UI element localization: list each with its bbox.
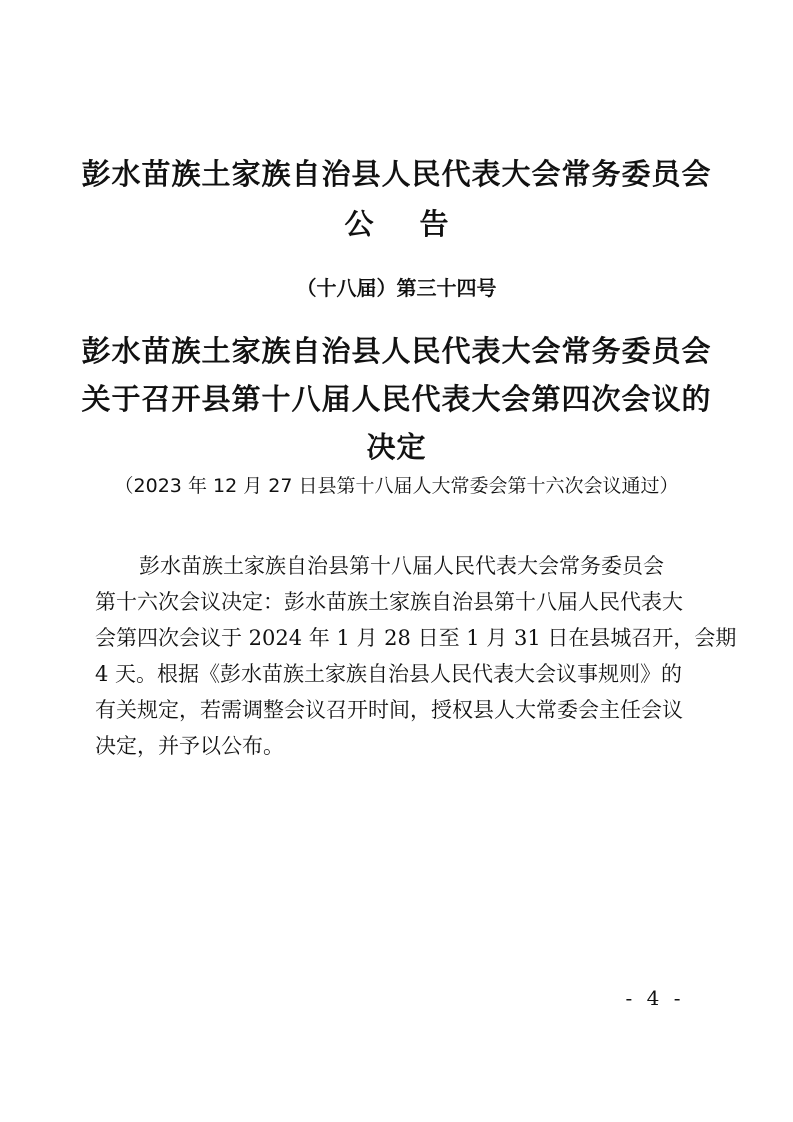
passage-note: （2023 年 12 月 27 日县第十八届人大常委会第十六次会议通过） [114,475,679,497]
title-line: 彭水苗族土家族自治县人民代表大会常务委员会 [81,334,712,368]
title-line: 关于召开县第十八届人民代表大会第四次会议的 [81,382,712,416]
issuer-heading: 彭水苗族土家族自治县人民代表大会常务委员会 [81,157,712,191]
page-number: - 4 - [625,986,685,1010]
body-line: 4 天。根据《彭水苗族土家族自治县人民代表大会议事规则》的 [95,662,683,686]
body-line: 第十六次会议决定：彭水苗族土家族自治县第十八届人民代表大 [95,590,683,614]
body-line: 有关规定，若需调整会议召开时间，授权县人大常委会主任会议 [95,698,683,722]
body-line: 会第四次会议于 2024 年 1 月 28 日至 1 月 31 日在县城召开，会期 [95,626,737,650]
body-line: 彭水苗族土家族自治县第十八届人民代表大会常务委员会 [139,554,664,578]
announcement-heading: 公告 [344,207,495,241]
document-number: （十八届）第三十四号 [296,276,497,300]
title-line: 决定 [366,430,427,464]
body-line: 决定，并予以公布。 [95,734,284,758]
body-paragraph [95,548,737,764]
